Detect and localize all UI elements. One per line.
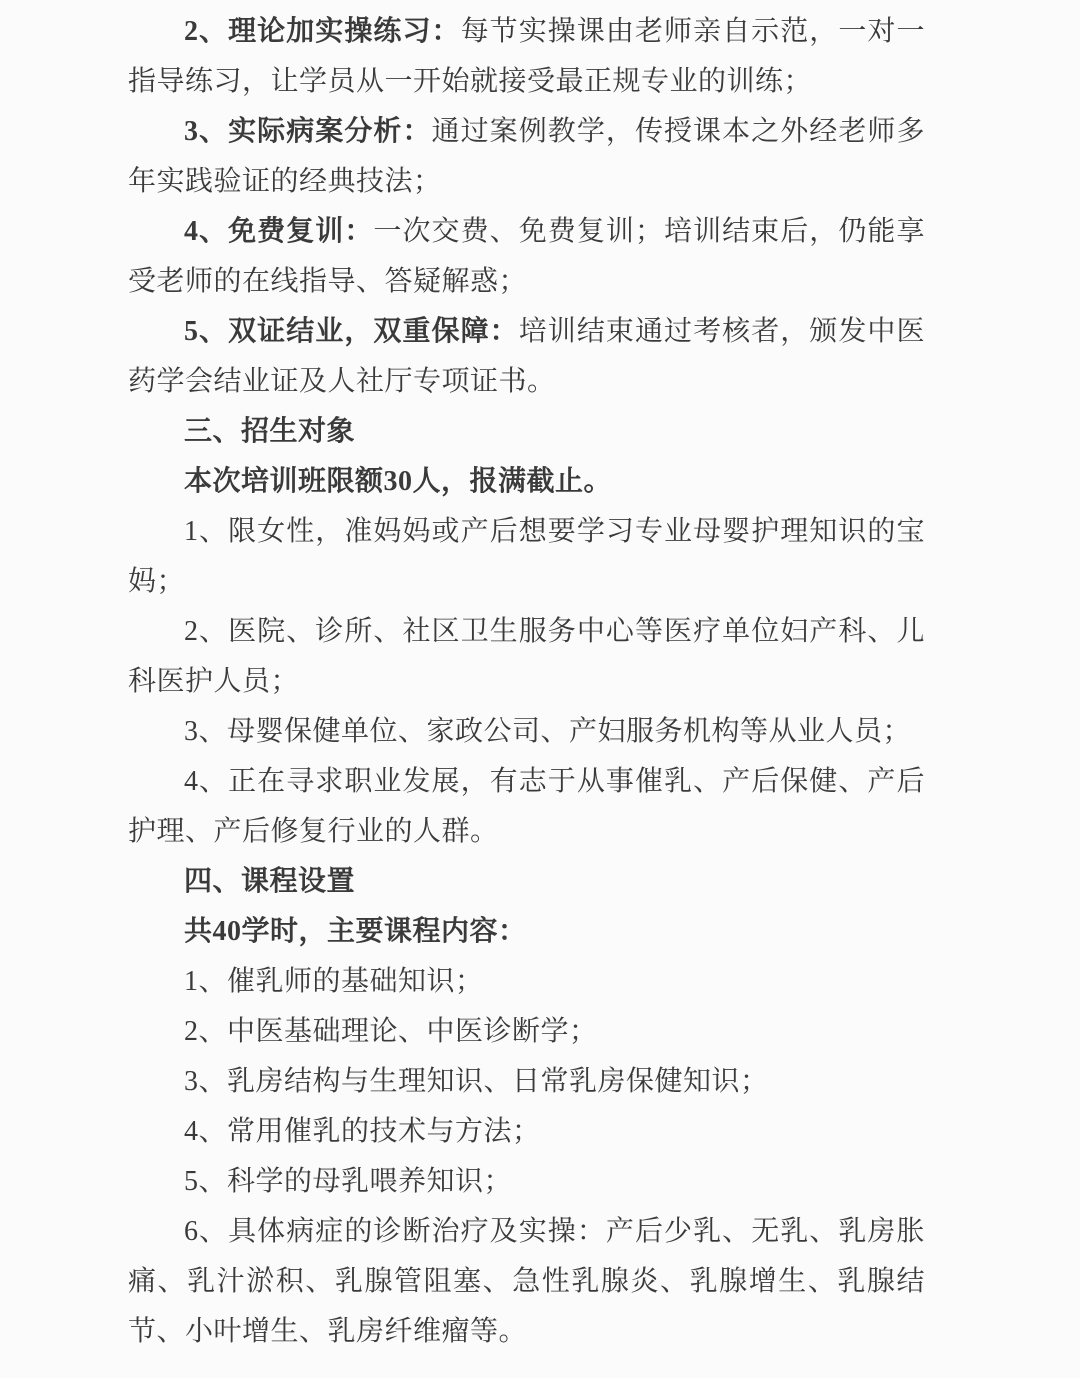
course-item-4 — [128, 1107, 925, 1157]
quota-statement — [128, 457, 925, 507]
paragraph-lead: 3、实际病案分析： — [184, 116, 432, 147]
target-item-4 — [128, 757, 925, 857]
paragraph-body: 通过案例教学，传授课本之外经老师多年实践验证的经典技法； — [128, 116, 925, 197]
paragraph-body: 5、科学的母乳喂养知识； — [184, 1166, 513, 1197]
paragraph-body: 一次交费、免费复训；培训结束后，仍能享受老师的在线指导、答疑解惑； — [128, 216, 925, 297]
course-item-3 — [128, 1057, 925, 1107]
paragraph-body: 3、母婴保健单位、家政公司、产妇服务机构等从业人员； — [184, 716, 912, 747]
paragraph-feature-3 — [128, 107, 925, 207]
hours-statement — [128, 907, 925, 957]
hours-statement-text: 共40学时，主要课程内容： — [184, 916, 527, 947]
paragraph-body: 6、具体病症的诊断治疗及实操：产后少乳、无乳、乳房胀痛、乳汁淤积、乳腺管阻塞、急性乳腺炎、乳腺增生、乳腺结节、小叶增生、乳房纤维瘤等。 — [128, 1216, 925, 1347]
paragraph-body: 1、限女性，准妈妈或产后想要学习专业母婴护理知识的宝妈； — [128, 516, 925, 597]
paragraph-body: 2、医院、诊所、社区卫生服务中心等医疗单位妇产科、儿科医护人员； — [128, 616, 925, 697]
section-heading-curriculum — [128, 857, 925, 907]
course-item-6 — [128, 1207, 925, 1357]
course-item-1 — [128, 957, 925, 1007]
quota-statement-text: 本次培训班限额30人，报满截止。 — [184, 466, 613, 497]
target-item-2 — [128, 607, 925, 707]
section-heading-enrollment — [128, 407, 925, 457]
paragraph-body: 4、常用催乳的技术与方法； — [184, 1116, 541, 1147]
target-item-1 — [128, 507, 925, 607]
paragraph-body: 培训结束通过考核者，颁发中医药学会结业证及人社厅专项证书。 — [128, 316, 925, 397]
paragraph-feature-5 — [128, 307, 925, 407]
paragraph-body: 4、正在寻求职业发展，有志于从事催乳、产后保健、产后护理、产后修复行业的人群。 — [128, 766, 925, 847]
course-item-2 — [128, 1007, 925, 1057]
target-item-3 — [128, 707, 925, 757]
paragraph-feature-2 — [128, 7, 925, 107]
paragraph-body: 1、催乳师的基础知识； — [184, 966, 484, 997]
paragraph-feature-4 — [128, 207, 925, 307]
paragraph-body: 3、乳房结构与生理知识、日常乳房保健知识； — [184, 1066, 769, 1097]
paragraph-lead: 2、理论加实操练习： — [184, 16, 461, 47]
paragraph-lead: 4、免费复训： — [184, 216, 374, 247]
course-item-5 — [128, 1157, 925, 1207]
section-heading-text: 三、招生对象 — [184, 416, 356, 447]
section-heading-text: 四、课程设置 — [184, 866, 356, 897]
paragraph-body: 2、中医基础理论、中医诊断学； — [184, 1016, 598, 1047]
paragraph-body: 每节实操课由老师亲自示范，一对一指导练习，让学员从一开始就接受最正规专业的训练； — [128, 16, 925, 97]
paragraph-lead: 5、双证结业，双重保障： — [184, 316, 519, 347]
